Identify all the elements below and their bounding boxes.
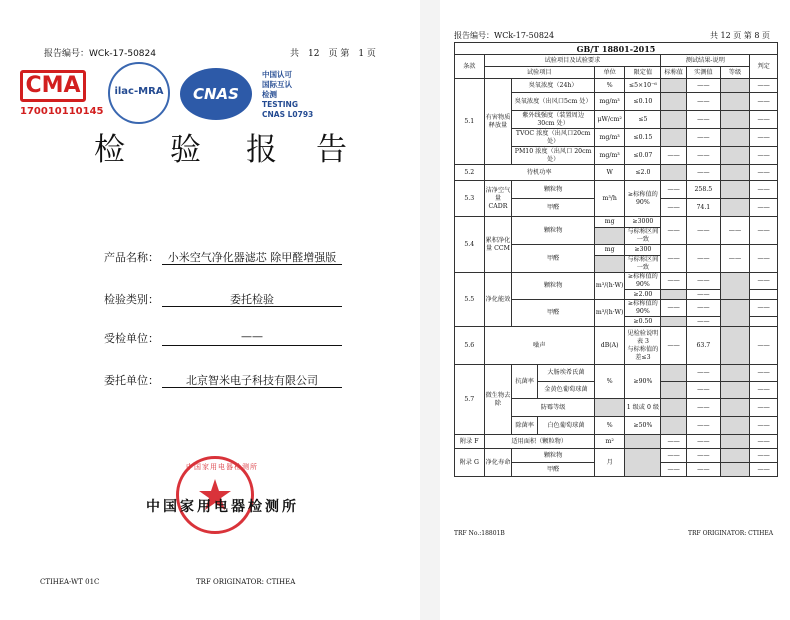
organization-name: 中国家用电器检测所: [146, 499, 299, 515]
footer-originator: TRF ORIGINATOR: CTIHEA: [688, 530, 774, 537]
report-number: 报告编号：WCk-17-50824: [44, 49, 156, 59]
table-row: 5.6 噪声 dB(A) 见检验说明表 3 与标称值的差≤3 —— 63.7 ——: [455, 327, 778, 365]
table-row: PM10 浓度（出风口 20cm 处） mg/m³ ≤0.07 —— —— ——: [455, 147, 778, 165]
table-row: 5.2 待机功率 W ≤2.0 —— ——: [455, 165, 778, 181]
results-table: [454, 42, 778, 477]
ilac-mra-logo: ilac-MRA: [108, 62, 170, 124]
title-char-1: 检: [94, 132, 125, 168]
table-row: ≥2.00 ——: [455, 290, 778, 300]
title-char-4: 告: [316, 132, 347, 168]
table-row: 防霉等级 1 级或 0 级 —— ——: [455, 399, 778, 417]
seal-text: 中国家用电器检测所: [186, 463, 258, 471]
table-row: 紫外线强度（装置周边 30cm 处） μW/cm² ≤5 —— ——: [455, 111, 778, 129]
field-label-type: 检验类别：: [104, 293, 159, 306]
table-row: 附录 G 净化寿命 颗粒物 月 —— —— ——: [455, 449, 778, 463]
field-value-inspected: ——: [241, 330, 263, 343]
title-char-3: 报: [246, 132, 277, 168]
table-row: 5.5 净化能效 颗粒物 m³/(h·W) ≥标称值的 90% —— —— ——: [455, 273, 778, 290]
table-row: 与标称区间一致: [455, 228, 778, 245]
underline: [162, 264, 342, 265]
footer-originator: TRF ORIGINATOR: CTIHEA: [196, 578, 296, 586]
table-row: 甲醛 —— 74.1 ——: [455, 199, 778, 217]
page-info: 共 12 页 第 8 页: [710, 31, 770, 40]
underline: [162, 306, 342, 307]
table-row: 甲醛 m³/(h·W) ≥标称值的 90% —— —— ——: [455, 300, 778, 317]
field-label-inspected: 受检单位：: [104, 332, 159, 345]
standard-title: GB/T 18801-2015: [455, 43, 778, 55]
field-value-product: 小米空气净化器滤芯 除甲醛增强版: [167, 251, 337, 264]
test-results-page: [440, 0, 790, 620]
table-row: 5.3 洁净空气量 CADR 颗粒物 m³/h ≥标称值的 90% —— 258.5 ——: [455, 181, 778, 199]
table-row: 5.4 累积净化量 CCM 颗粒物 mg ≥3000 —— —— —— ——: [455, 217, 778, 228]
title-char-2: 验: [170, 132, 201, 168]
table-row: 臭氧浓度（出风口5cm 处） mg/m³ ≤0.10 —— ——: [455, 93, 778, 111]
table-row: 甲醛 —— —— ——: [455, 463, 778, 477]
table-row: 附录 F 适用面积（颗粒物） m² —— —— ——: [455, 435, 778, 449]
cma-logo: CMA: [20, 70, 86, 102]
cma-number: 170010110145: [20, 106, 104, 117]
cnas-logo: CNAS: [180, 68, 252, 120]
table-row: 5.7 微生物去除 抗菌率 大肠埃希氏菌 % ≥90% —— ——: [455, 365, 778, 382]
field-label-product: 产品名称：: [104, 251, 159, 264]
table-row: TVOC 浓度（出风口20cm 处） mg/m³ ≤0.15 —— ——: [455, 129, 778, 147]
field-value-type: 委托检验: [230, 293, 274, 306]
table-row: 金黄色葡萄球菌 —— ——: [455, 382, 778, 399]
table-row: 甲醛 mg ≥300 —— —— —— ——: [455, 245, 778, 256]
table-row: 与标称区间一致: [455, 256, 778, 273]
report-number: 报告编号：WCk-17-50824: [454, 31, 555, 40]
footer-trf-no: TRF No.:18801B: [454, 530, 505, 537]
underline: [162, 345, 342, 346]
cnas-accreditation-text: 中国认可 国际互认 检测 TESTING CNAS L0793: [262, 70, 314, 119]
field-label-client: 委托单位：: [104, 374, 159, 387]
table-row: ≥0.50 ——: [455, 317, 778, 327]
field-value-client: 北京智米电子科技有限公司: [186, 374, 318, 387]
table-row: 除菌率 白色葡萄球菌 % ≥50% —— ——: [455, 417, 778, 435]
footer-form-code: CTIHEA-WT 01C: [40, 578, 100, 586]
page-info: 共 12 页 第 1 页: [290, 49, 376, 59]
table-row: 5.1 有害物质释放量 臭氧浓度（24h） % ≤5×10⁻⁶ —— ——: [455, 79, 778, 93]
table-header: 条款 试验项目及试验要求 测试结果-说明 判定: [455, 55, 778, 67]
table-subheader: 试验项目 单位 限定值 标称值 实测值 等级: [455, 67, 778, 79]
underline: [162, 387, 342, 388]
